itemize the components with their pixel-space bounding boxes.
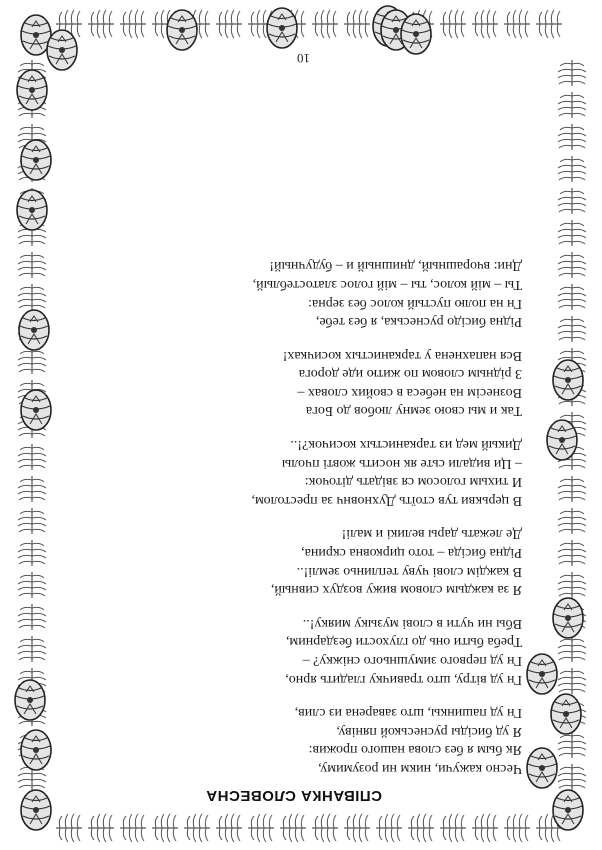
verse-line: Чесно кажучи, никм ни розумиму, (318, 761, 522, 776)
verse-line: Вся напахнена у тарканистых косичках! (282, 347, 522, 363)
stanza (52, 345, 522, 419)
verse-line: Гн на полю пустый колос без зерна: (308, 295, 522, 311)
verse-line: Я уд бисіды руснеськой пяніву, (336, 723, 522, 739)
verse-line: Дикый мед из тарканистых косичок?!.. (290, 437, 522, 453)
verse-line: Дни: вчорашный, днишный и – будучный! (269, 258, 522, 274)
verse-line: Ты – мій колос, ты – мій голос златостеблый, (252, 276, 522, 292)
verse-line: И тихым голосом ся звідать діточок: (304, 474, 522, 490)
poem-title: СПІВАНКА СЛОВЕСНА (205, 787, 382, 804)
verse-line: Вбы ни чути в слові музыку мияку!.. (302, 615, 522, 631)
verse-line: Рідна бисіда – тото цирковна скрина, (301, 545, 522, 561)
verse-line: В церькви тув стоїть Духновнч за престолом, (251, 492, 522, 508)
verse-line: Гн уд вітру, што травичку гладить ярно, (285, 671, 522, 687)
verse-line: Треба быти онь до глухости бездарним, (285, 634, 522, 650)
page-number: 10 (297, 51, 310, 66)
stanza (52, 613, 522, 687)
stanza (52, 435, 522, 509)
verse-line: – Ци видали сьте як носить жовті пчолы (281, 455, 522, 471)
verse-line: Гн уд первого зимушнього сніжку? – (302, 653, 522, 669)
verse-line: В каждім слові чуву теплиньо землі!.. (296, 563, 522, 579)
stanza (52, 703, 522, 777)
verse-line: Як бым я без слова нашого прожив: (308, 742, 522, 758)
verse-line: Гн уд пашинкы, што заварена из слив, (294, 705, 522, 721)
poem (52, 241, 522, 804)
verse-line: Де лежать дары великі и малі! (341, 526, 522, 542)
stanza (52, 256, 522, 330)
verse-line: Я за каждым словом вижу воздух сивный, (270, 582, 522, 598)
verse-line: Вознесім на небеса в свойих словах – (297, 384, 522, 400)
verse-line: Так и мы свою земну любов до Бога (305, 403, 522, 419)
stanza (52, 524, 522, 598)
verse-line: З рідным словом по житю иде дорога (298, 366, 522, 382)
verse-line: Рідна бисідо руснеська, я без тебе, (315, 314, 522, 330)
